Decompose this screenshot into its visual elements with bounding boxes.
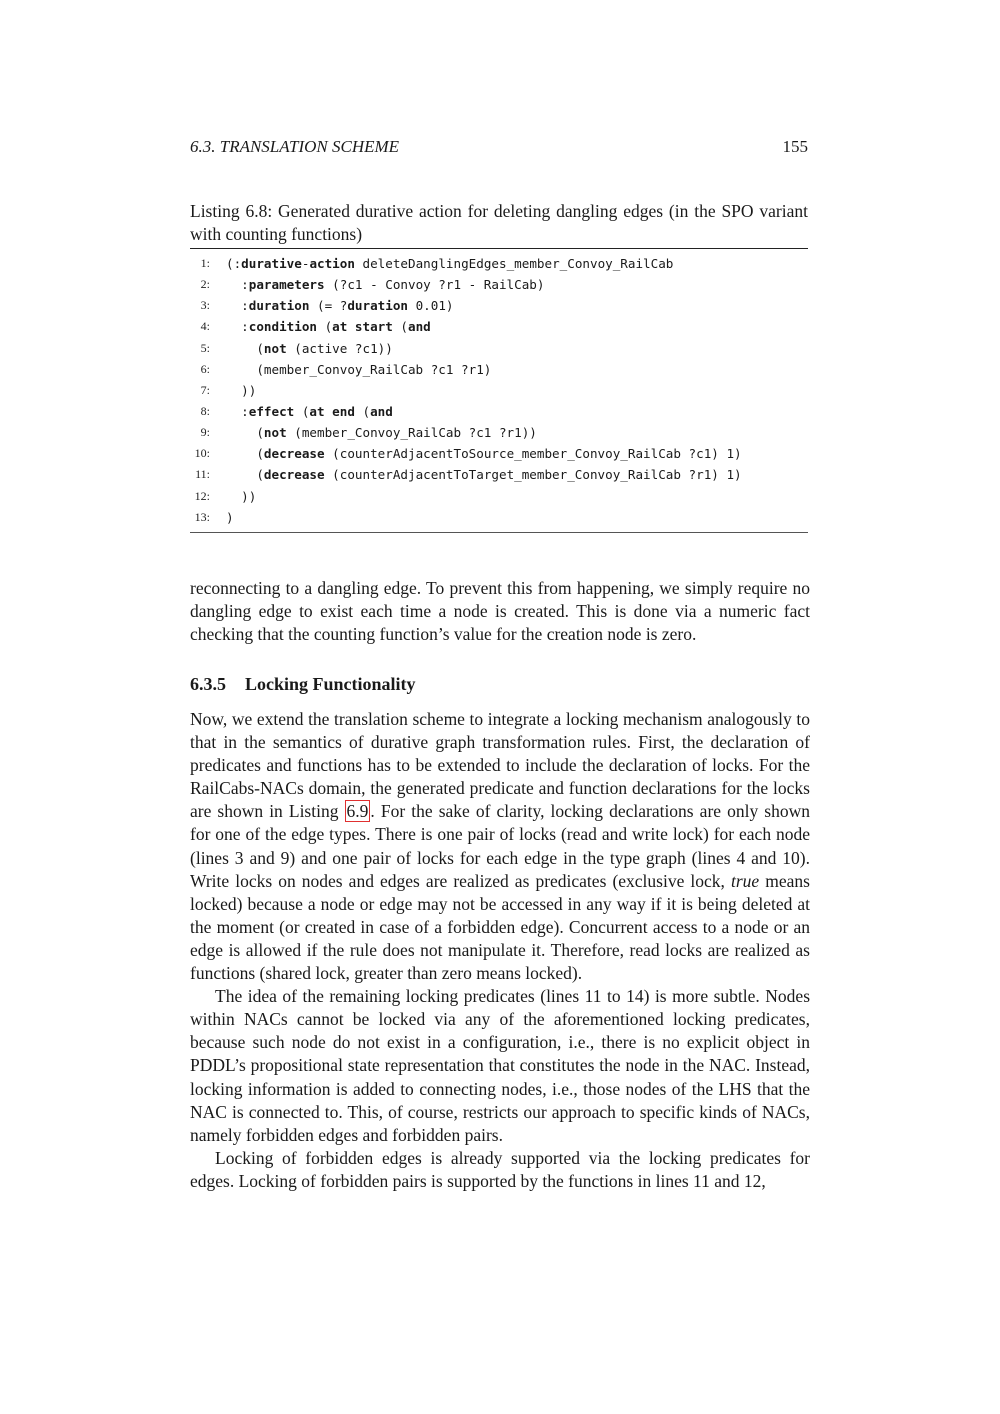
code-token: ( [354, 403, 371, 419]
code-token: deleteDanglingEdges_member_Convoy_RailCab [354, 256, 674, 271]
code-token: - [301, 256, 310, 271]
code-block [190, 248, 808, 533]
code-token: (active ?c1)) [286, 340, 393, 356]
code-listing [190, 200, 808, 533]
code-token: : [226, 298, 249, 314]
code-token: 0.01) [408, 298, 454, 314]
code-line [190, 316, 808, 337]
code-token: (member_Convoy_RailCab ?c1 ?r1) [226, 361, 492, 377]
code-text [226, 338, 393, 359]
code-text [226, 316, 431, 337]
code-text [226, 380, 256, 401]
code-keyword: duration [248, 298, 310, 314]
line-number: 3: [200, 298, 210, 313]
code-line [190, 464, 808, 485]
paragraph-1-part-a: Now, we extend the translation scheme to integrate a locking mechanism analogously to that in the semantics of durative graph transformation rules. First, the declaration of predicates and functions has to be extended to include the declaration of locks. For the RailCabs-NACs domain, the generated predicate and function declarations for the locks are shown in Listing [190, 709, 810, 822]
code-text [226, 295, 454, 316]
code-line [190, 295, 808, 316]
code-text [226, 253, 673, 274]
code-keyword: parameters [248, 277, 325, 293]
code-token: : [226, 319, 249, 335]
code-text [226, 507, 234, 528]
code-line [190, 443, 808, 464]
listing-caption-label: Listing 6.8: [190, 201, 273, 221]
code-keyword: action [309, 256, 355, 271]
code-line [190, 380, 808, 401]
line-number: 11: [195, 467, 210, 482]
code-line [190, 359, 808, 380]
code-token: ( [226, 446, 264, 462]
code-token: ( [392, 319, 409, 335]
intro-paragraph: reconnecting to a dangling edge. To prevent this from happening, we simply require no dangling edge to exist each time a node is created. This is done via a numeric fact checking that the counting function’s value for the creation node is zero. [190, 578, 810, 645]
code-token: ( [317, 319, 333, 335]
line-number: 8: [200, 403, 210, 418]
code-keyword: condition [248, 319, 317, 335]
listing-reference-link[interactable]: 6.9 [346, 801, 369, 822]
code-token: )) [226, 382, 257, 398]
code-line [190, 486, 808, 507]
code-text [226, 486, 256, 507]
code-token: (= ? [309, 298, 348, 314]
code-keyword: not [263, 425, 287, 441]
code-keyword: and [408, 319, 431, 335]
code-keyword: not [263, 340, 287, 356]
code-token: (member_Convoy_RailCab ?c1 ?r1)) [286, 425, 537, 441]
code-token: (: [226, 256, 242, 271]
listing-caption-text: Generated durative action for deleting dangling edges (in the SPO variant with counting functions) [190, 201, 808, 244]
page-number: 155 [782, 137, 808, 156]
line-number: 2: [200, 277, 210, 292]
code-token: (counterAdjacentToTarget_member_Convoy_RailCab ?r1) 1) [324, 467, 742, 483]
paragraph-1-part-b: . For the sake of clarity, locking declarations are only shown for one of the edge types. There is one pair of locks (read and write lock) for each node (lines 3 and 9) and one pair of locks for each edge in the type graph (lines 4 and 10). Write locks on nodes and edges are realized as predicates (exclusive lock, [190, 801, 810, 891]
code-line [190, 401, 808, 422]
code-text [226, 359, 491, 380]
line-number: 4: [200, 319, 210, 334]
line-number: 9: [200, 425, 210, 440]
section-title: Locking Functionality [245, 674, 416, 694]
code-line [190, 507, 808, 528]
paragraph-1-italic: true [731, 870, 760, 891]
line-number: 13: [194, 509, 210, 524]
code-line [190, 422, 808, 443]
code-keyword: at start [332, 319, 393, 335]
code-token: )) [226, 488, 257, 504]
code-token: ( [226, 467, 264, 483]
section-number: 6.3.5 [190, 674, 226, 694]
line-number: 6: [200, 361, 210, 376]
line-number: 7: [200, 382, 210, 397]
paragraph-1-part-c: means locked) because a node or edge may not be accessed in any way if it is being deleted at the moment (or created in case of a forbidden edge). Concurrent access to a node or an edge is allowed if the rule does not manipulate it. Therefore, read locks are realized as functions (shared lock, greater than zero means locked). [190, 870, 810, 984]
running-header-section: 6.3. TRANSLATION SCHEME [190, 137, 400, 156]
code-text [226, 422, 537, 443]
section-body [190, 708, 810, 1193]
code-keyword: duration [347, 298, 409, 314]
code-token: (counterAdjacentToSource_member_Convoy_RailCab ?c1) 1) [324, 446, 742, 462]
code-keyword: and [370, 403, 393, 419]
section-heading [190, 674, 416, 695]
code-token: (?c1 - Convoy ?r1 - RailCab) [324, 277, 545, 293]
code-token: ( [294, 403, 310, 419]
code-token: : [226, 403, 249, 419]
code-token: : [226, 277, 249, 293]
code-keyword: decrease [263, 446, 325, 462]
listing-caption [190, 200, 808, 248]
paragraph-3: Locking of forbidden edges is already supported via the locking predicates for edges. Locking of forbidden pairs is supported by the functions in lines 11 and 12, [190, 1147, 810, 1191]
paragraph-2: The idea of the remaining locking predicates (lines 11 to 14) is more subtle. Nodes within NACs cannot be locked via any of the aforementioned locking predicates, because such node do not exist in a configuration, i.e., there is no explicit object in PDDL’s propositional state representation that constitutes the node in the NAC. Instead, locking information is added to connecting nodes, i.e., those nodes of the LHS that the NAC is connected to. This, of course, restricts our approach to specific kinds of NACs, namely forbidden edges and forbidden pairs. [190, 986, 810, 1145]
code-line [190, 338, 808, 359]
line-number: 12: [194, 488, 210, 503]
page-header [190, 137, 808, 159]
code-text [226, 274, 544, 295]
intro-paragraph-block [190, 577, 810, 646]
line-number: 5: [200, 340, 210, 355]
code-line [190, 274, 808, 295]
code-keyword: durative [241, 256, 302, 271]
code-keyword: effect [248, 403, 295, 419]
code-text [226, 464, 742, 485]
paragraph-1 [190, 708, 810, 985]
line-number: 1: [200, 256, 210, 270]
code-token: ( [226, 425, 264, 441]
code-keyword: decrease [263, 467, 325, 483]
line-number: 10: [194, 446, 210, 461]
code-line [190, 253, 808, 274]
code-token: ( [226, 340, 264, 356]
code-token: ) [226, 509, 234, 525]
code-text [226, 443, 742, 464]
code-keyword: at end [309, 403, 355, 419]
code-text [226, 401, 393, 422]
